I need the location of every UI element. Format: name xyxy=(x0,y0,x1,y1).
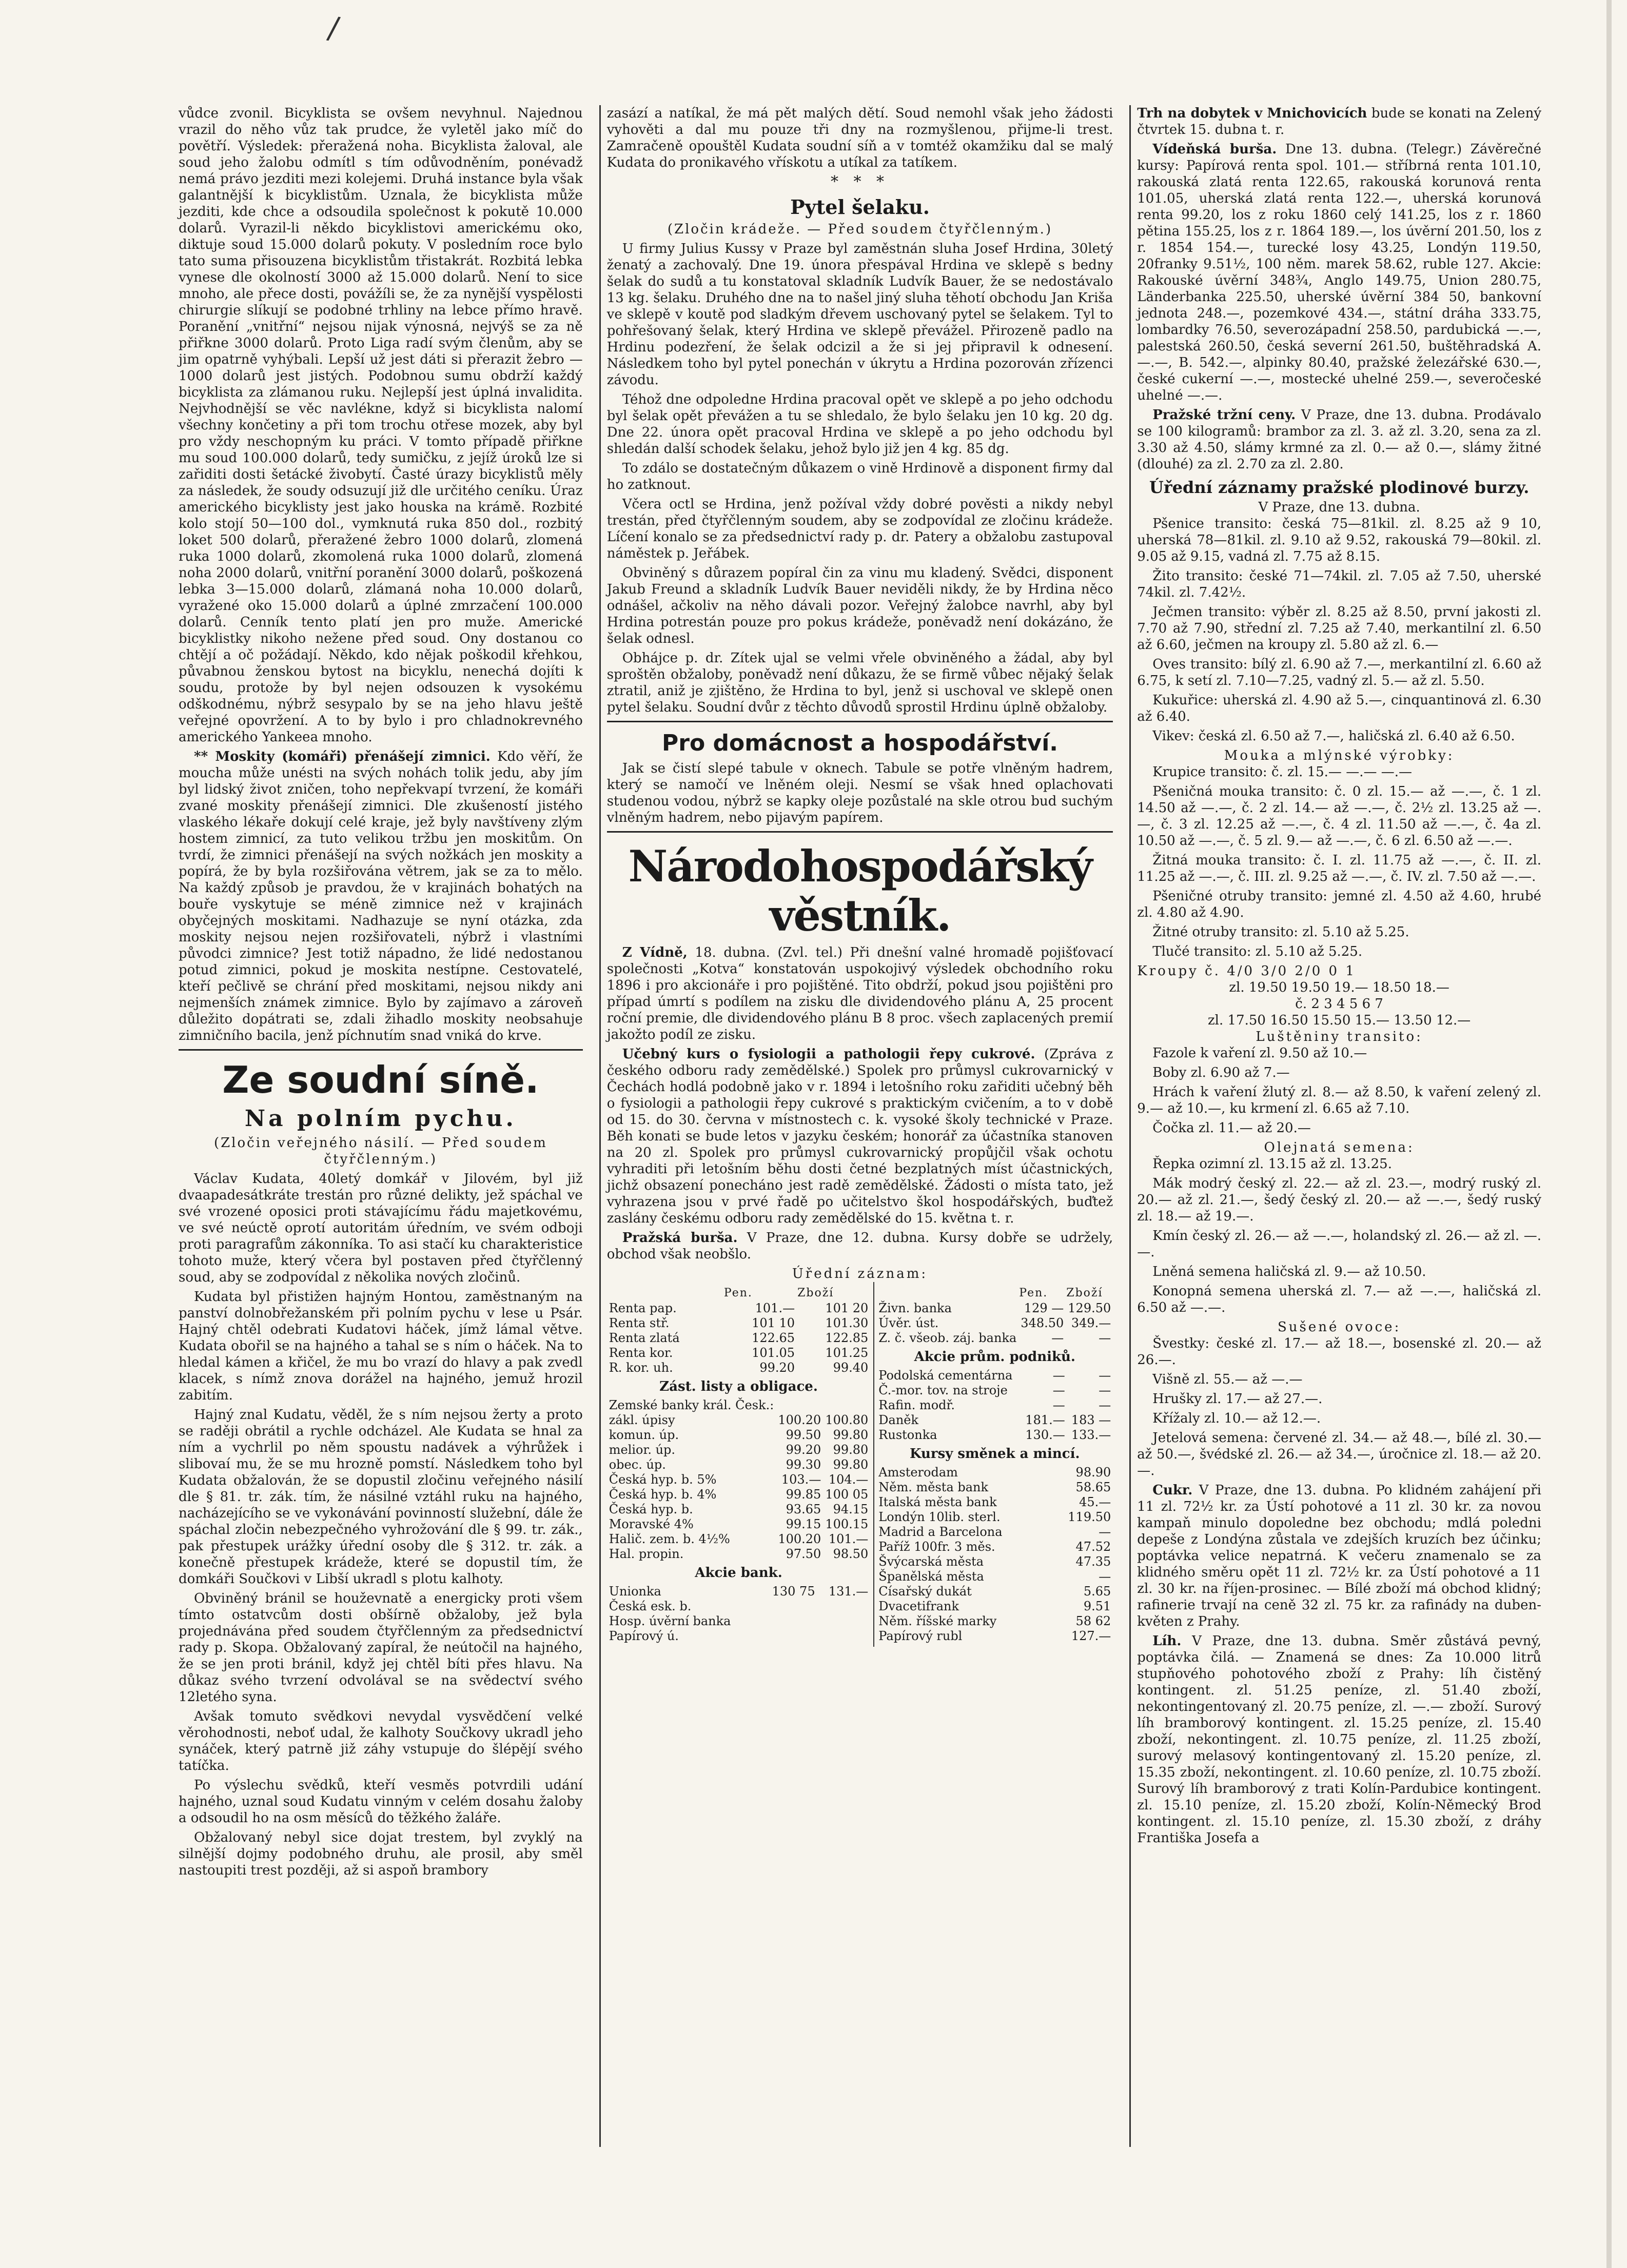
table-row xyxy=(607,1331,871,1346)
row-value-zbozi xyxy=(817,1614,871,1629)
article-text: V Praze, dne 13. dubna. Směr zůstává pevný, poptávka čilá. — Znamená se dnes: Za 10.000 litrů stupňového pohotového zboží z Prahy: líh čistěný kontingent. zl. 51.25 peníze, zl. 51.40 zboží, nekontingentovaný zl. 20.75 peníze, zl. —.— zboží. Surový líh bramborový kontingent. zl. 15.25 peníze, zl. 15.40 zboží, nekontingent. zl. 10.75 peníze, zl. 11.25 zboží, surový melasový kontingentovaný zl. 15.20 peníze, zl. 15.35 zboží, nekontingent. zl. 10.60 peníze, zl. 10.75 zboží. Surový líh bramborový z trati Kolín-Pardubice kontingent. zl. 15.10 peníze, zl. 15.20 zboží, Kolín-Německý Brod kontingent. zl. 15.10 peníze, zl. 15.30 zboží, z dráhy Františka Josefa a xyxy=(1137,1633,1541,1846)
row-value-pen: — xyxy=(1052,1383,1065,1397)
table-row xyxy=(876,1383,1113,1398)
paragraph: zasází a natíkal, že má pět malých dětí. Soud nemohl však jeho žádosti vyhověti a dal mu pouze tři dny na rozmyšlenou, přijme-li trest. Zamračeně opouštěl Kudata soudní síň a v tomtéž okamžiku dal se malý Kudata do pronikavého vřískotu a utíkal za tatíkem. xyxy=(606,106,1113,170)
column-header: Zboží xyxy=(797,1287,834,1299)
paragraph: Fazole k vaření zl. 9.50 až 10.— xyxy=(1152,1046,1367,1061)
article-text: (Zpráva z českého odboru rady zemědělské.) Spolek pro průmysl cukrovarnický v Čechách hodlá podobně jako v r. 1894 i letošního roku zařiditi učebný běh o fysiologii a pathologii řepy cukrové s praktickým cvičením, a to v době od 15. do 30. června v místnostech c. k. vysoké školy technické v Praze. Běh konati se bude letos v jazyku českém; honorář za účastníka stanoven na 20 zl. Spolek pro průmysl cukrovarnický propůjčil však ochotu vyhraditi při letošním běhu dosti četné bezplatných míst účastnických, jichž obsazení ponecháno jest radě zemědělské. Žádosti o místa tato, jež vyhrazena jsou v prvé řadě po učitelstvo škol hospodářských, buďtež zaslány českému odboru rady zemědělské do 15. května t. r. xyxy=(606,1047,1113,1226)
row-label: Renta zlatá xyxy=(609,1331,680,1345)
column-header: Pen. xyxy=(723,1287,753,1299)
table-row xyxy=(876,1614,1113,1629)
row-value-zbozi: 101.— xyxy=(828,1532,869,1546)
row-value-pen xyxy=(1045,1569,1051,1584)
row-value-pen xyxy=(1045,1525,1051,1540)
article-text: V Praze, dne 13. dubna. Po klidném zahájení při 11 zl. 72½ kr. za Ústí pohotové a 11 zl. 30 kr. za novou kampaň minulo dopoledne bez obchodu; mdlá poledni depeše z Londýna zůstala ve zdejších kruzích bez účinku; poptávka velice nepatrná. K večeru znamenalo se za klidného směru opět 11 zl. 72½ kr. za Ústí pohotové a 11 zl. 30 kr. na říjen-prosinec. — Bílé zboží má obchod klidný; rafinerie trvají na ceně 32 zl. 75 kr. za rafinády na duben-květen z Prahy. xyxy=(1137,1483,1541,1629)
table-row xyxy=(876,1480,1113,1495)
paragraph: Avšak tomuto svědkovi nevydal vysvědčení velké věrohodnosti, neboť udal, že kalhoty Součkovy ukradl jeho synáček, který patrně již záhy vstupuje do šlépějí svého tatíčka. xyxy=(179,1709,583,1773)
paragraph: Hajný znal Kudatu, věděl, že s ním nejsou žerty a proto se raději obrátil a rychle odcházel. Ale Kudata se hnal za ním a vychrlil po něm spoustu nadávek a výhrůžek i slibovaí mu, že se mu hrozně pomstí. Následkem toho byl Kudata obžalován, že se dopustil zločinu veřejného násilí dle § 81. tr. zák. tím, že násilné vztáhl ruku na hajného, nacházejícího se ve vykonávání povinností služební, dále že spáchal zločin nebezpečného vyhrožování dle § 99. tr. zák., pak přestupek urážky úřední osoby dle § 312. tr. zák. a konečně přestupek krádeže, které se dopustil tím, že domkáři Součkovi v Libší ukradl s plotu kalhoty. xyxy=(179,1407,583,1587)
paragraph: Tlučé transito: zl. 5.10 až 5.25. xyxy=(1152,944,1363,959)
row-value-pen xyxy=(760,1599,817,1614)
paragraph: Krupice transito: č. zl. 15.— —.— —.— xyxy=(1152,764,1412,780)
row-label: Česká esk. b. xyxy=(609,1599,692,1613)
row-value-zbozi: 131.— xyxy=(828,1584,869,1599)
row-label: Hosp. úvěrní banka xyxy=(609,1614,731,1628)
paragraph: Kudata byl přistižen hajným Hontou, zaměstnaným na panství dolnobřežanském při polním pychu v lese u Psár. Hajný chtěl odebrati Kudatovi háček, jímž lámal větve. Kudata obořil se na hajného a tahal se s ním o háček. Na to hledal kámen a křičel, že mu bo vrazí do hlavy a pak zvedl klacek, s nímž znova dorážel na hajného, jemuž hrozil zabitím. xyxy=(179,1289,583,1403)
row-value-pen: 99.15 xyxy=(786,1517,821,1531)
row-label: Renta kor. xyxy=(609,1346,673,1360)
row-value-pen: 101.— xyxy=(755,1301,795,1315)
row-value-pen: 130.— xyxy=(1025,1428,1065,1442)
row-value-pen: 93.65 xyxy=(786,1502,821,1516)
table-row xyxy=(607,1517,871,1532)
table-row xyxy=(607,1502,871,1517)
table-row xyxy=(876,1584,1113,1599)
paragraph: Kukuřice: uherská zl. 4.90 až 5.—, cinquantinová zl. 6.30 až 6.40. xyxy=(1137,693,1541,724)
row-value-zbozi: — xyxy=(1099,1331,1111,1345)
table-row xyxy=(607,1413,871,1428)
paragraph: Křížaly zl. 10.— až 12.—. xyxy=(1152,1411,1321,1426)
paragraph: Obžalovaný nebyl sice dojat trestem, byl zvyklý na silnější dojmy podobného druhu, ale prosil, aby směl nastoupiti trest později, až si aspoň brambory xyxy=(179,1830,583,1878)
row-value-zbozi: 183 — xyxy=(1071,1413,1111,1427)
table-row xyxy=(876,1540,1113,1554)
kroupy-row: č. 2 3 4 5 6 7 xyxy=(1295,996,1383,1012)
paragraph: Pšeničná mouka transito: č. 0 zl. 15.— až —.—, č. 1 zl. 14.50 až —.—, č. 2 zl. 14.— až —.—, č. 2½ zl. 13.25 až —.—, č. 3 zl. 12.25 až —.—, č. 4 zl. 11.50 až —.—, č. 4a zl. 10.50 až —.—, č. 5 zl. 9.— až —.—, č. 6 zl. 6.50 až —.—. xyxy=(1137,784,1541,849)
row-label: Renta pap. xyxy=(609,1301,677,1315)
row-value-zbozi: 349.— xyxy=(1071,1316,1111,1330)
row-label: Papírový ú. xyxy=(609,1629,679,1643)
paragraph: Téhož dne odpoledne Hrdina pracoval opět ve sklepě a po jeho odchodu byl šelak opět převážen a tu se shledalo, že bylo šelaku jen 10 kg. 20 dg. Dne 22. února opět pracoval Hrdina ve sklepě a po jeho odchodu byl shledán další schodek šelaku, jehož bylo již jen 4 kg. 85 dg. xyxy=(606,392,1113,457)
table-row xyxy=(876,1398,1113,1413)
row-value-pen: 103.— xyxy=(781,1472,821,1487)
row-label: Amsterodam xyxy=(878,1465,958,1480)
table-heading: Akcie prům. podniků. xyxy=(914,1349,1075,1365)
row-label: Něm. města bank xyxy=(878,1480,989,1494)
table-row xyxy=(607,1532,871,1547)
paragraph: Jak se čistí slepé tabule v oknech. Tabule se potře vlněným hadrem, který se namočí ve lněném oleji. Nesmí se však hned oplachovati studenou vodou, nýbrž se kapky oleje pozůstalé na skle otrou bud suchým vlněným hadrem, nebo pijavým papírem. xyxy=(606,761,1113,825)
row-value-pen: 99.30 xyxy=(786,1457,821,1472)
row-value-zbozi xyxy=(823,1398,870,1413)
row-value-pen xyxy=(1045,1540,1051,1554)
row-value-zbozi xyxy=(817,1599,871,1614)
row-value-pen: 101 10 xyxy=(752,1316,795,1330)
article-lead: Z Vídně, xyxy=(622,945,688,960)
table-akcie xyxy=(607,1584,871,1644)
paragraph: U firmy Julius Kussy v Praze byl zaměstnán sluha Josef Hrdina, 30letý ženatý a zachovalý. Dne 19. února přespával Hrdina ve sklepě s bedny šelak do sudů a tu konstatoval skladník Ludvík Bauer, že se nedostávalo 13 kg. šelaku. Druhého dne na to našel jiný sluha těhotí obchodu Jan Kriša ve sklepě v koutě pod sladkým dřevem uschovaný pytel se šelakem. Tyl to pohřešovaný šelak, který Hrdina ve sklepě převážel. Přirozeně padlo na Hrdinu podezření, že šelak odcizil a že si jej připravil k odnesení. Následkem toho byl pytel ponechán v úkrytu a Hrdina pozorován zřízenci závodu. xyxy=(606,241,1113,388)
article-lead: Vídeňská burša. xyxy=(1152,142,1277,157)
column-header: Pen. xyxy=(1019,1287,1048,1299)
row-value-zbozi: 100.15 xyxy=(825,1517,869,1531)
article-text: V Praze, dne 13. dubna. Prodávalo se 100 kilogramů: brambor za zl. 3. až zl. 3.20, sena za zl. 3.30 až 4.50, slámy krmné za zl. 0.— až 0.—, slámy žitné (dlouhé) za zl. 2.70 za zl. 2.80. xyxy=(1137,407,1541,472)
column-1 xyxy=(172,105,589,2147)
row-label: Dvacetifrank xyxy=(878,1599,959,1613)
paragraph: Obviněný s důrazem popíral čin za vinu mu kladený. Svědci, disponent Jakub Freund a skladník Ludvík Bauer neviděli nikdy, že by Hrdina něco odnášel, ačkoliv na něho dávali pozor. Veřejný žalobce navrhl, aby byl Hrdina potrestán pouze pro pokus krádeže, poněvadž není dokázáno, že šelak odnesl. xyxy=(606,565,1113,646)
paragraph: Vikev: česká zl. 6.50 až 7.—, haličská zl. 6.40 až 6.50. xyxy=(1152,728,1515,744)
headline-subtitle: (Zločin krádeže. — Před soudem čtyřčlenným.) xyxy=(667,222,1053,237)
paragraph: Žito transito: české 71—74kil. zl. 7.05 až 7.50, uherské 74kil. zl. 7.42½. xyxy=(1137,568,1541,600)
paragraph: To zdálo se dostatečným důkazem o vině Hrdinově a disponent firmy dal ho zatknout. xyxy=(606,461,1113,492)
page-edge xyxy=(1606,0,1612,2268)
row-label: obec. úp. xyxy=(609,1457,666,1472)
divider xyxy=(179,1049,583,1051)
row-value-pen xyxy=(760,1614,817,1629)
exchange-tables xyxy=(607,1282,1113,1647)
row-label: Č.-mor. tov. na stroje xyxy=(878,1383,1008,1397)
paragraph: Mák modrý český zl. 22.— až zl. 23.—, modrý ruský zl. 20.— až zl. 21.—, šedý český zl. 20.— až —.—, šedý ruský zl. 18.— až 19.—. xyxy=(1137,1176,1541,1224)
headline-pytel-selaku: Pytel šelaku. xyxy=(790,195,930,219)
table-row xyxy=(876,1465,1113,1480)
paragraph: Konopná semena uherská zl. 7.— až —.—, haličská zl. 6.50 až —.—. xyxy=(1137,1284,1541,1315)
article-text: bude se konati na Zelený čtvrtek 15. dubna t. r. xyxy=(1137,106,1542,137)
table-row xyxy=(607,1346,871,1360)
row-label: Rustonka xyxy=(878,1428,937,1442)
article-lead: Cukr. xyxy=(1152,1483,1193,1498)
row-value-zbozi: 99.40 xyxy=(833,1360,869,1375)
row-value-zbozi: 104.— xyxy=(828,1472,869,1487)
row-value-zbozi: — xyxy=(1099,1383,1111,1397)
paragraph: Oves transito: bílý zl. 6.90 až 7.—, merkantilní zl. 6.60 až 6.75, k setí zl. 7.10—7.25, vadný zl. 5.— až zl. 5.50. xyxy=(1137,657,1541,688)
article-lead: Pražská burša. xyxy=(622,1230,738,1246)
section-title-economy: Národohospodářský věstník. xyxy=(628,841,1092,941)
row-label: Podolská cementárna xyxy=(878,1368,1013,1383)
row-label: Švýcarská města xyxy=(878,1554,984,1569)
row-value-pen: — xyxy=(1051,1331,1064,1345)
row-value-zbozi: 127.— xyxy=(1071,1629,1111,1643)
row-value-pen: — xyxy=(1052,1398,1065,1412)
row-value-pen xyxy=(1045,1599,1051,1614)
table-row xyxy=(607,1614,871,1629)
exchange-left xyxy=(607,1282,871,1647)
row-value-pen: 100.20 xyxy=(778,1532,821,1546)
subheading: Olejnatá semena: xyxy=(1264,1140,1415,1155)
row-value-pen: 129 — xyxy=(1024,1301,1064,1315)
row-label: Italská města bank xyxy=(878,1495,997,1509)
row-value-zbozi: 101.30 xyxy=(825,1316,869,1330)
row-value-pen: 348.50 xyxy=(1021,1316,1064,1330)
row-label: Moravské 4% xyxy=(609,1517,694,1531)
paragraph: Hrách k vaření žlutý zl. 8.— až 8.50, k vaření zelený zl. 9.— až 10.—, ku krmení zl. 6.65 až 7.10. xyxy=(1137,1084,1541,1116)
paragraph: Žitná mouka transito: č. I. zl. 11.75 až —.—, č. II. zl. 11.25 až —.—, č. III. zl. 9.25 až —.—, č. IV. zl. 7.50 až —.—. xyxy=(1137,853,1541,884)
article-burse xyxy=(607,1230,1113,1263)
row-label: R. kor. uh. xyxy=(609,1360,673,1375)
margin-mark: / xyxy=(325,9,342,47)
row-label: Londýn 10lib. sterl. xyxy=(878,1510,1001,1524)
kroupy-row: zl. 19.50 19.50 19.— 18.50 18.— xyxy=(1229,980,1449,995)
article-vienna xyxy=(607,944,1113,1043)
article-sugar xyxy=(1137,1482,1541,1630)
table-row xyxy=(607,1457,871,1472)
article-lead: Pražské tržní ceny. xyxy=(1152,407,1296,423)
column-3 xyxy=(1129,105,1547,2147)
row-value-zbozi: 58.65 xyxy=(1075,1480,1111,1494)
row-value-zbozi: — xyxy=(1099,1368,1111,1383)
article-text: 18. dubna. (Zvl. tel.) Při dnešní valné hromadě pojišťovací společnosti „Kotva“ konstatován uspokojivý výsledek obchodního roku 1896 i pro akcionáře i pro pojištěné. Tito obdrží, pokud jsou pojištěni pro případ úmrtí s podílem na zisku dle dividendového plánu A, 25 procent roční premie, dle dividendového plánu B 8 proc. všech zaplacených premií jakožto podíl ze zisku. xyxy=(606,945,1113,1042)
table-row xyxy=(607,1428,871,1443)
paragraph: Pšeničné otruby transito: jemné zl. 4.50 až 4.60, hrubé zl. 4.80 až 4.90. xyxy=(1137,889,1541,920)
table-row xyxy=(876,1569,1113,1584)
paragraph: Ječmen transito: výběr zl. 8.25 až 8.50, první jakosti zl. 7.70 až 7.90, střední zl. 7.25 až 7.40, merkantilní zl. 6.50 až 6.60, ječmen na kroupy zl. 5.80 až zl. 6.— xyxy=(1137,604,1541,653)
row-value-zbozi: 133.— xyxy=(1071,1428,1111,1442)
article-text: V Praze, dne 12. dubna. Kursy dobře se udržely, obchod však neobšlo. xyxy=(606,1230,1113,1262)
row-value-pen: 97.50 xyxy=(786,1547,821,1561)
table-row xyxy=(876,1495,1113,1510)
headline-plodinova-burza: Úřední záznamy pražské plodinové burzy. xyxy=(1149,478,1530,497)
row-value-pen xyxy=(1045,1554,1051,1569)
table-row xyxy=(607,1599,871,1614)
table-smenky xyxy=(876,1465,1113,1644)
article-moskity xyxy=(179,748,583,1044)
row-value-zbozi: 9.51 xyxy=(1083,1599,1111,1613)
table-title: Úřední záznam: xyxy=(792,1266,928,1281)
row-label: Česká hyp. b. 4% xyxy=(609,1487,717,1502)
paragraph: Višně zl. 55.— až —.— xyxy=(1152,1372,1303,1387)
headline-market: Trh na dobytek v Mnichovicích xyxy=(1137,106,1367,121)
paragraph: Čočka zl. 11.— až 20.— xyxy=(1152,1120,1311,1136)
row-value-pen xyxy=(776,1398,823,1413)
row-label: Unionka xyxy=(609,1584,661,1599)
table-heading: Kursy směnek a mincí. xyxy=(909,1446,1080,1462)
row-value-pen: 99.20 xyxy=(759,1360,795,1375)
row-value-zbozi: 45.— xyxy=(1079,1495,1111,1509)
row-label: Papírový rubl xyxy=(878,1629,963,1643)
article-vienna-burse xyxy=(1137,141,1541,404)
row-value-pen xyxy=(1045,1614,1051,1629)
table-banks xyxy=(876,1285,1113,1346)
row-value-pen: — xyxy=(1052,1368,1065,1383)
table-row xyxy=(876,1331,1113,1346)
row-value-zbozi: 58 62 xyxy=(1075,1614,1111,1628)
row-value-pen: 130 75 xyxy=(772,1584,815,1599)
table-row xyxy=(607,1487,871,1502)
subheading: Mouka a mlýnské výrobky: xyxy=(1224,748,1455,763)
paragraph: Žitné otruby transito: zl. 5.10 až 5.25. xyxy=(1152,924,1409,940)
row-label: komun. úp. xyxy=(609,1428,679,1442)
table-row xyxy=(876,1428,1113,1443)
row-value-pen: 99.50 xyxy=(786,1428,821,1442)
row-label: Španělská města xyxy=(878,1569,984,1584)
row-value-pen xyxy=(1045,1510,1051,1525)
row-value-pen: 99.20 xyxy=(786,1443,821,1457)
table-row xyxy=(607,1443,871,1457)
row-label: Živn. banka xyxy=(878,1301,952,1315)
row-value-zbozi: 100.80 xyxy=(825,1413,869,1427)
paragraph: Kmín český zl. 26.— až —.—, holandský zl. 26.— až zl. —.—. xyxy=(1137,1228,1541,1260)
row-value-pen xyxy=(1045,1480,1051,1495)
table-row xyxy=(607,1398,871,1413)
article-lead: Líh. xyxy=(1152,1633,1182,1649)
article-kurs xyxy=(607,1046,1113,1227)
table-heading: Zást. listy a obligace. xyxy=(659,1379,818,1394)
row-label: Hal. propin. xyxy=(609,1547,684,1561)
paragraph: Včera octl se Hrdina, jenž požíval vždy dobré pověsti a nikdy nebyl trestán, před čtyřčlenným soudem, aby se zodpovídal ze zločinu krádeže. Líčení konalo se za předsednictví rady p. dr. Patery a obžalobu zastupoval náměstek p. Jeřábek. xyxy=(606,497,1113,561)
paragraph: Po výslechu svědků, kteří vesměs potvrdili udání hajného, uznal soud Kudatu vinným v celém dosahu žaloby a odsoudil ho na osm měsíců do těžkého žaláře. xyxy=(179,1778,583,1826)
column-2 xyxy=(599,105,1120,2147)
table-row xyxy=(876,1316,1113,1331)
dateline: V Praze, dne 13. dubna. xyxy=(1258,500,1420,515)
row-label: Renta stř. xyxy=(609,1316,670,1330)
row-label: melior. úp. xyxy=(609,1443,676,1457)
row-value-pen xyxy=(1045,1465,1051,1480)
row-value-zbozi: 98.50 xyxy=(833,1547,869,1561)
table-row xyxy=(876,1629,1113,1644)
table-row xyxy=(607,1584,871,1599)
article-spirit xyxy=(1137,1633,1541,1846)
paragraph: Pšenice transito: česká 75—81kil. zl. 8.25 až 9 10, uherská 78—81kil. zl. 9.10 až 9.52, rakouská 79—80kil. zl. 9.05 až 9.15, vadná zl. 7.75 až 8.15. xyxy=(1137,516,1541,564)
row-label: Úvěr. úst. xyxy=(878,1316,939,1330)
row-value-zbozi: 99.80 xyxy=(833,1443,869,1457)
headline-polni-pych: Na polním pychu. xyxy=(244,1106,517,1132)
article-lead: Učebný kurs o fysiologii a pathologii řepy cukrové. xyxy=(622,1047,1035,1062)
divider xyxy=(607,721,1113,722)
row-value-pen xyxy=(760,1629,817,1644)
subheading: Sušené ovoce: xyxy=(1277,1319,1401,1335)
row-value-pen: 122.65 xyxy=(752,1331,795,1345)
paragraph: Obviněný bránil se houževnatě a energicky proti všem tímto ostatvcům dosti obšírně obžaloby, jež byla projednávána před soudem čtyřčlenným za předsednictví rady p. Skopa. Obžalovaný zapíral, že neútočil na hajného, že se jen proti bránil, když jej chtěl bíti přes hlavu. Na důkaz svého tvrzení odvolával se na svědectví svého 12letého syna. xyxy=(179,1591,583,1705)
row-value-pen: 181.— xyxy=(1025,1413,1065,1427)
table-row xyxy=(607,1301,871,1316)
column-header: Zboží xyxy=(1066,1287,1103,1299)
row-value-pen: 101.05 xyxy=(752,1346,795,1360)
row-value-zbozi: 122.85 xyxy=(825,1331,869,1345)
table-row xyxy=(607,1629,871,1644)
row-value-zbozi: 129.50 xyxy=(1068,1301,1111,1315)
table-row xyxy=(876,1554,1113,1569)
row-value-zbozi xyxy=(817,1629,871,1644)
paragraph: Jetelová semena: červené zl. 34.— až 48.—, bílé zl. 30.— až 50.—, švédské zl. 26.— až 34.—, úročnice zl. 18.— až 20.—. xyxy=(1137,1430,1541,1478)
row-value-zbozi: 101.25 xyxy=(825,1346,869,1360)
row-value-zbozi: 99.80 xyxy=(833,1457,869,1472)
paragraph: Lněná semena haličská zl. 9.— až 10.50. xyxy=(1152,1264,1426,1279)
row-label: Z. č. všeob. záj. banka xyxy=(878,1331,1017,1345)
table-row xyxy=(876,1599,1113,1614)
table-row xyxy=(876,1413,1113,1428)
row-value-zbozi: 47.35 xyxy=(1075,1554,1111,1569)
row-value-zbozi: 101 20 xyxy=(825,1301,869,1315)
table-row xyxy=(876,1510,1113,1525)
article-prague-prices xyxy=(1137,407,1541,472)
row-value-zbozi: — xyxy=(1099,1525,1111,1539)
paragraph: Obhájce p. dr. Zítek ujal se velmi vřele obviněného a žádal, aby byl sproštěn obžaloby, poněvadž není důkazu, že se firmě vůbec nějaký šelak ztratil, aniž je zjištěno, že Hrdina to byl, jenž si uschoval ve sklepě onen pytel šelaku. Soudní dvůr z těchto důvodů sprostil Hrdinu úplně obžaloby. xyxy=(606,650,1113,715)
row-label: Rafin. modř. xyxy=(878,1398,955,1412)
paragraph: Václav Kudata, 40letý domkář v Jilovém, byl již dvaapadesátkráte trestán pro různé delikty, jež spáchal ve své vrozené oposici proti stávajícímu řádu majetkovému, ve své neúctě oprotí autoritám úředním, ve svém odboji proti paragrafům zákonníka. To asi stačí ku charakteristice tohoto muže, který včera byl postaven před čtyřčlenný soud, aby se zodpovídal z několika nových zločinů. xyxy=(179,1171,583,1285)
kroupy-row: Kroupy č. 4/0 3/0 2/0 0 1 xyxy=(1137,963,1356,979)
row-label: Císařský dukát xyxy=(878,1584,972,1599)
row-value-zbozi: 47.52 xyxy=(1075,1540,1111,1554)
table-prum xyxy=(876,1368,1113,1443)
columns xyxy=(172,105,1547,2147)
row-label: Zemské banky král. Česk.: xyxy=(609,1398,774,1412)
row-label: Madrid a Barcelona xyxy=(878,1525,1003,1539)
paragraph: Řepka ozimní zl. 13.15 až zl. 13.25. xyxy=(1152,1156,1392,1172)
row-value-zbozi: — xyxy=(1099,1398,1111,1412)
table-row xyxy=(607,1360,871,1375)
table-row xyxy=(607,1316,871,1331)
paragraph: Hrušky zl. 17.— až 27.—. xyxy=(1152,1391,1323,1407)
article-text: Dne 13. dubna. (Telegr.) Závěrečné kursy: Papírová renta spol. 101.— stříbrná renta 101.10, rakouská zlatá renta 122.65, rakouská korunová renta 101.05, uherská zlatá renta 122.—, uherská korunová renta 99.20, los z roku 1860 celý 141.25, los z r. 1860 pětina 155.25, los z r. 1864 189.—, los úvěrní 201.50, los z r. 1854 154.—, turecké losy 43.25, Londýn 119.50, 20franky 9.51½, 100 něm. marek 58.62, ruble 127. Akcie: Rakouské úvěrní 348¾, Anglo 149.75, Union 280.75, Länderbanka 225.50, uherské úvěrní 384 50, bankovní jednota 248.—, pozemkové 434.—, státní dráha 333.75, lombardky 76.50, severozápadní 258.50, pardubická —.—, palestská 260.50, česká severní 261.50, buštěhradská A. —.—, B. 542.—, alpinky 80.40, pražské železářské 630.—, české cukerní —.—, mostecké uhelné 259.—, severočeské uhelné —.—. xyxy=(1137,142,1542,403)
article-moskity-text: Kdo věří, že moucha může unésti na svých nohách tolik jedu, aby jím byl lidský život zničen, toho nepřekvapí tvrzení, že komáři zvané moskity přenášejí zimnici. Dle zkušeností jistého vlaského lékaře dokují celé kraje, jež byly navštíveny zlým hostem zimnicí, za tuto velikou tržbu jen moskitům. On tvrdí, že zimnici přenášejí na svých nožkách jen moskity a popírá, že by byla rozšiřována větrem, jak se za to mělo. Na každý způsob je pravdou, že v krajinách bohatých na bouře vyskytuje se méně zimnice než v krajinách obyčejných moskitami. Nadhazuje se nyní otázka, zda moskity nejsou nejen rozšiřovateli, nýbrž i vlastními původci zimnice? Jest totiž nápadno, že lidé nedostanou potud zimnici, pokud je moskita nestípne. Cestovatelé, kteří pečlivě se chrání před moskitami, nejsou nikdy ani nejmenších známek zimnice. Bylo by zajímavo a zároveň důležito dopátrati se, zdali žihadlo moskity neobsahuje zimničního bacila, jenž píchnutím snad vniká do krve. xyxy=(179,749,583,1043)
paragraph: Boby zl. 6.90 až 7.— xyxy=(1152,1065,1290,1080)
headline-subtitle: (Zločin veřejného násilí. — Před soudem čtyřčlenným.) xyxy=(213,1135,547,1167)
table-row xyxy=(876,1368,1113,1383)
row-value-zbozi: 5.65 xyxy=(1083,1584,1111,1599)
row-label: Paříž 100fr. 3 měs. xyxy=(878,1540,995,1554)
kroupy-row: zl. 17.50 16.50 15.50 15.— 13.50 12.— xyxy=(1207,1013,1471,1028)
article-moskity-lead: ** Moskity (komáři) přenášejí zimnici. xyxy=(194,749,491,764)
row-value-zbozi: 100 05 xyxy=(825,1487,869,1502)
separator-stars: * * * xyxy=(830,173,890,191)
row-label: Halič. zem. b. 4½% xyxy=(609,1532,730,1546)
table-row xyxy=(876,1301,1113,1316)
row-label: Česká hyp. b. 5% xyxy=(609,1472,717,1487)
row-value-zbozi: — xyxy=(1099,1569,1111,1584)
row-label: Něm. říšské marky xyxy=(878,1614,997,1628)
exchange-right xyxy=(873,1282,1113,1647)
row-value-zbozi: 99.80 xyxy=(833,1428,869,1442)
divider xyxy=(607,831,1113,833)
article-bicycle-text: vůdce zvonil. Bicyklista se ovšem nevyhnul. Najednou vrazil do něho vůz tak prudce, že vyletěl jako míč do povětří. Výsledek: přeražená noha. Bicyklista žaloval, ale soud jeho žalobu odmítl s tím odůvodněním, ponévadž nemá právo jezditi mezi kolejemi. Druhá instance byla však galantnější k bicyklistům. Uznala, že bicyklista může jezditi, kde chce a odsoudila společnost k pokutě 10.000 dolarů. Vyrazil-li někdo bicyklistovi americkému oko, diktuje soud 15.000 dolarů pokuty. V posledním roce bylo tato suma přisouzena bicyklistům třistakrát. Rozbitá lebka vynese dle okolností 3000 až 15.000 dolarů. Není to sice mnoho, ale přece dosti, povážíli se, že za nynější vyspělosti chirurgie slíkují se podobné trhliny na lebce přímo hravě. Poranění „vnitřní“ nejsou nijak výnosná, nejvýš se za ně přiřkne 3000 dolarů. Proto Liga radí svým členům, aby se jim opatrně vyhýbali. Lepší už jest dáti si přerazit žebro — 1000 dolarů jest jistých. Podobnou sumu obdrží každý bicyklista za zlámanou ruku. Nejlepší jest úplná invalidita. Nejvhodnější se věc navlékne, když si bicyklista nalomí všechny končetiny a při tom trochu otřese mozek, aby byl pro vždy neschopným ku práci. V tomto případě přiřkne mu soud 100.000 dolarů, tedy sumičku, z jejíž úroků lze si zařiditi dosti šetácké živobytí. Časté úrazy bicyklistů měly za následek, že soudy odsuzují již dle určitého ceníku. Úraz amerického bicyklisty jest jako houska na krámě. Rozbité kolo stojí 50—100 dol., vymknutá ruka 850 dol., rozbitý loket 500 dolarů, přeražené žebro 1000 dolarů, zlomená ruka 1000 dolarů, zkomolená ruka 1000 dolarů, zlomená noha 2000 dolarů, vnitřní poranění 3000 dolarů, poškozená lebka 3—15.000 dolarů, zlámaná noha 10.000 dolarů, vyražené oko 15.000 dolarů a úplné zmrzačení 100.000 dolarů. Cenník tento platí jen pro muže. Americké bicyklistky nikoho nežene před soud. Ony dostanou co chtějí a oč požádají. Někdo, kdo nějak poškodil křehkou, půvabnou ženskou bytost na bicyklu, nenechá dojíti k soudu, protože by byl nejen odsouzen k vysokému odškodnému, nýbrž sesypalo by se na jeho hlavu ještě veřejné opovržení. A to by bylo i pro chladnokrevného amerického Yankeea mnoho. xyxy=(179,106,583,745)
row-value-pen xyxy=(1045,1495,1051,1510)
article-mnichovice xyxy=(1137,105,1541,138)
table-body xyxy=(607,1301,871,1375)
row-label: Česká hyp. b. xyxy=(609,1502,693,1516)
row-value-pen xyxy=(1045,1629,1051,1644)
table-renta xyxy=(607,1285,871,1375)
table-row xyxy=(876,1525,1113,1540)
row-label: zákl. úpisy xyxy=(609,1413,675,1427)
row-value-zbozi: 98.90 xyxy=(1075,1465,1111,1480)
row-value-zbozi: 119.50 xyxy=(1068,1510,1111,1524)
table-row xyxy=(607,1547,871,1562)
row-value-zbozi: 94.15 xyxy=(833,1502,869,1516)
row-value-pen: 99.85 xyxy=(786,1487,821,1502)
row-value-pen xyxy=(1045,1584,1051,1599)
section-title-court: Ze soudní síně. xyxy=(222,1058,539,1101)
table-heading: Akcie bank. xyxy=(695,1565,782,1581)
paragraph: Švestky: české zl. 17.— až 18.—, bosenské zl. 20.— až 26.—. xyxy=(1137,1336,1541,1368)
section-title-household: Pro domácnost a hospodářství. xyxy=(662,730,1058,756)
table-zast xyxy=(607,1398,871,1562)
subheading: Luštěniny transito: xyxy=(1256,1029,1423,1044)
table-row xyxy=(607,1472,871,1487)
row-label: Daněk xyxy=(878,1413,919,1427)
row-value-pen: 100.20 xyxy=(778,1413,821,1427)
